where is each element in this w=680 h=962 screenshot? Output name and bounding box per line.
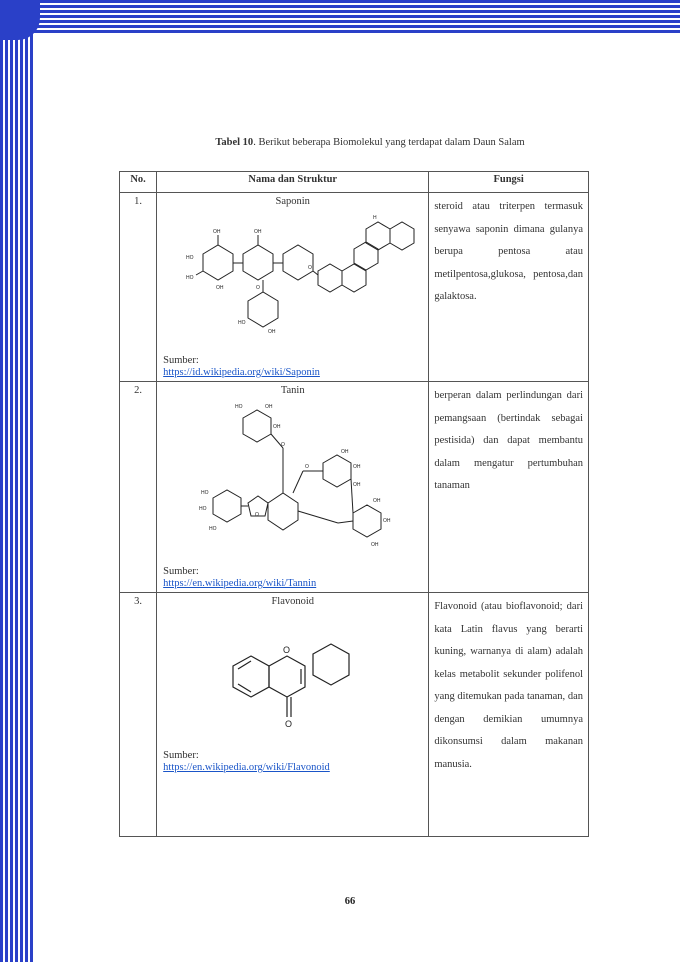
- svg-text:O: O: [280, 442, 285, 448]
- svg-text:O: O: [254, 512, 259, 518]
- decorative-corner: [0, 0, 40, 40]
- source-link[interactable]: https://en.wikipedia.org/wiki/Flavonoid: [163, 762, 330, 773]
- header-no: No.: [120, 172, 157, 193]
- svg-text:OH: OH: [370, 542, 379, 548]
- svg-text:OH: OH: [352, 482, 361, 488]
- function-cell: steroid atau triterpen termasuk senyawa saponin dimana gulanya berupa pentosa atau metilpentosa,glukosa, pentosa,dan galaktosa.: [429, 193, 589, 382]
- svg-text:HO: HO: [185, 255, 194, 261]
- decorative-left-stripes: [0, 0, 34, 962]
- svg-text:O: O: [304, 464, 309, 470]
- header-name-structure: Nama dan Struktur: [157, 172, 429, 193]
- svg-text:OH: OH: [340, 449, 349, 455]
- table-header-row: [120, 172, 589, 193]
- svg-text:OH: OH: [253, 229, 262, 235]
- row-number: 2.: [120, 382, 157, 593]
- source-block: [163, 566, 316, 590]
- name-structure-cell: [157, 193, 429, 382]
- source-block: [163, 750, 330, 774]
- table-row: [120, 193, 589, 382]
- source-link[interactable]: https://en.wikipedia.org/wiki/Tannin: [163, 578, 317, 589]
- flavonoid-structure-image: [213, 621, 373, 751]
- svg-text:HO: HO: [198, 506, 207, 512]
- svg-text:OH: OH: [212, 229, 221, 235]
- svg-text:HO: HO: [234, 404, 243, 410]
- decorative-top-stripes: [0, 0, 680, 34]
- compound-name: Tanin: [280, 385, 305, 396]
- source-label: Sumber:: [163, 355, 199, 366]
- source-label: Sumber:: [163, 750, 199, 761]
- svg-text:HO: HO: [200, 490, 209, 496]
- svg-text:HO: HO: [185, 275, 194, 281]
- svg-text:OH: OH: [382, 518, 391, 524]
- caption-label: Tabel 10: [215, 137, 254, 148]
- page-number: 66: [344, 896, 356, 907]
- svg-text:OH: OH: [352, 464, 361, 470]
- row-number: 1.: [120, 193, 157, 382]
- tannin-structure-image: [173, 398, 413, 558]
- svg-text:HO: HO: [208, 526, 217, 532]
- svg-text:HO: HO: [237, 320, 246, 326]
- svg-text:OH: OH: [267, 329, 276, 335]
- biomolecule-table: [119, 171, 589, 837]
- row-number: 3.: [120, 593, 157, 837]
- svg-text:O: O: [307, 265, 312, 271]
- caption-text: . Berikut beberapa Biomolekul yang terdapat dalam Daun Salam: [253, 137, 525, 148]
- compound-name: Flavonoid: [271, 596, 315, 607]
- svg-text:OH: OH: [215, 285, 224, 291]
- function-cell: Flavonoid (atau bioflavonoid; dari kata Latin flavus yang berarti kuning, warnanya di alam) adalah kelas metabolit sekunder polifenol yang ditemukan pada tanaman, dan dengan demikian umumnya dikonsumsi dalam makanan manusia.: [429, 593, 589, 837]
- svg-text:OH: OH: [272, 424, 281, 430]
- source-block: [163, 355, 320, 379]
- source-label: Sumber:: [163, 566, 199, 577]
- table-caption: [120, 137, 620, 148]
- function-cell: berperan dalam perlindungan dari pemangsaan (bertindak sebagai pestisida) dan dapat membantu dalam mengatur pertumbuhan tanaman: [429, 382, 589, 593]
- svg-text:O: O: [284, 719, 292, 729]
- svg-text:O: O: [282, 645, 290, 655]
- name-structure-cell: [157, 382, 429, 593]
- source-link[interactable]: https://id.wikipedia.org/wiki/Saponin: [163, 367, 320, 378]
- svg-text:OH: OH: [264, 404, 273, 410]
- name-structure-cell: [157, 593, 429, 837]
- svg-text:OH: OH: [372, 498, 381, 504]
- svg-text:H: H: [372, 215, 377, 221]
- table-row: [120, 382, 589, 593]
- compound-name: Saponin: [275, 196, 310, 207]
- header-function: Fungsi: [429, 172, 589, 193]
- saponin-structure-image: [168, 209, 418, 339]
- svg-text:O: O: [255, 285, 260, 291]
- table-row: [120, 593, 589, 837]
